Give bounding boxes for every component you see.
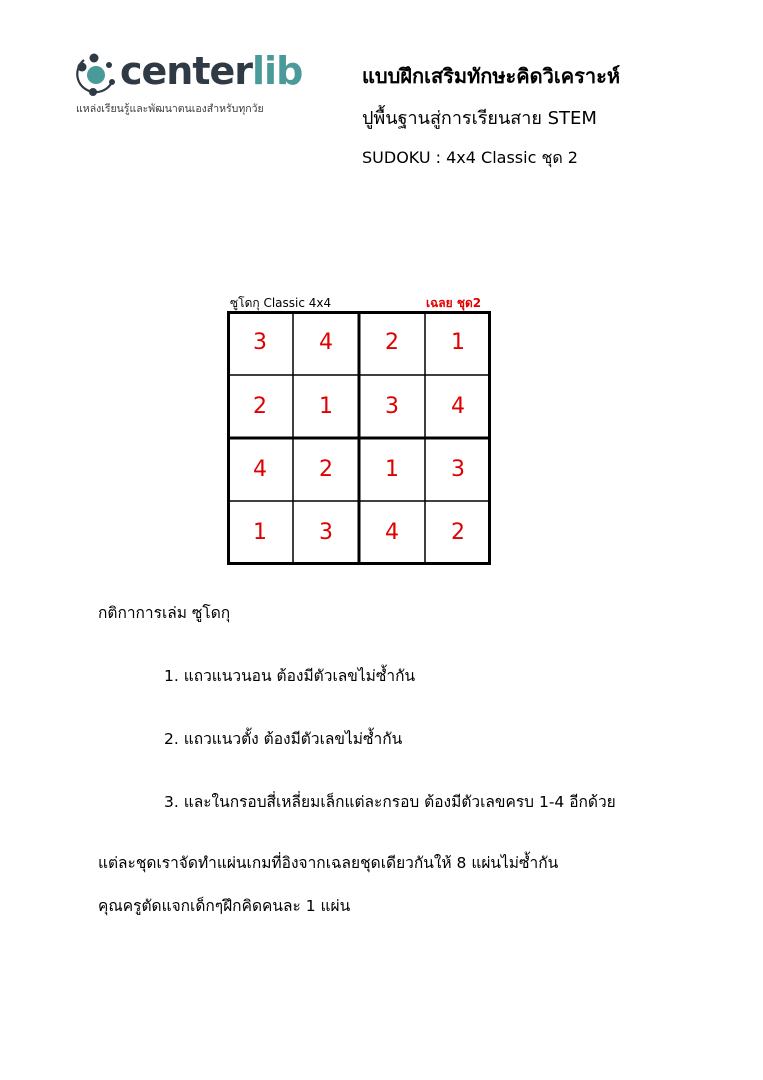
note-line: คุณครูตัดแจกเด็กๆฝึกคิดคนละ 1 แผ่น bbox=[98, 897, 351, 915]
sudoku-cell-r4-c2: 3 bbox=[319, 520, 333, 545]
worksheet-set-label: SUDOKU : 4x4 Classic ชุด 2 bbox=[362, 148, 578, 167]
rule-item: 3. และในกรอบสี่เหลี่ยมเล็กแต่ละกรอบ ต้องมีตัวเลขครบ 1-4 อีกด้วย bbox=[164, 793, 616, 811]
answer-label: เฉลย ชุด2 bbox=[426, 296, 482, 310]
sudoku-cell-r4-c4: 2 bbox=[451, 520, 465, 545]
sudoku-cell-r1-c4: 1 bbox=[451, 330, 465, 355]
sudoku-cell-r4-c1: 1 bbox=[253, 520, 267, 545]
sudoku-cell-r2-c4: 4 bbox=[451, 394, 465, 419]
logo-wordmark bbox=[120, 46, 302, 96]
centerlib-logo bbox=[74, 49, 303, 120]
sudoku-board bbox=[227, 311, 491, 565]
sudoku-cell-r3-c2: 2 bbox=[319, 457, 333, 482]
sudoku-cell-r2-c1: 2 bbox=[253, 394, 267, 419]
note-line: แต่ละชุดเราจัดทำแผ่นเกมที่อิงจากเฉลยชุดเดียวกันให้ 8 แผ่นไม่ซ้ำกัน bbox=[98, 854, 559, 872]
sudoku-cell-r1-c1: 3 bbox=[253, 330, 267, 355]
worksheet-subtitle: ปูพื้นฐานสู่การเรียนสาย STEM bbox=[362, 108, 597, 129]
logo-tagline: แหล่งเรียนรู้และพัฒนาตนเองสำหรับทุกวัย bbox=[76, 103, 264, 115]
sudoku-cell-r3-c3: 1 bbox=[385, 457, 399, 482]
sudoku-cell-r3-c4: 3 bbox=[451, 457, 465, 482]
rule-item: 2. แถวแนวตั้ง ต้องมีตัวเลขไม่ซ้ำกัน bbox=[164, 730, 403, 748]
rule-item: 1. แถวแนวนอน ต้องมีตัวเลขไม่ซ้ำกัน bbox=[164, 667, 416, 685]
sudoku-cell-r4-c3: 4 bbox=[385, 520, 399, 545]
network-logo-icon bbox=[74, 52, 118, 96]
sudoku-cell-r2-c3: 3 bbox=[385, 394, 399, 419]
grid-caption: ซูโดกุ Classic 4x4 bbox=[230, 296, 332, 310]
rules-title: กติกาการเล่ม ซูโดกุ bbox=[98, 604, 231, 622]
logo-word-lib: lib bbox=[252, 49, 303, 93]
sudoku-cell-r1-c2: 4 bbox=[319, 330, 333, 355]
sudoku-cell-r2-c2: 1 bbox=[319, 394, 333, 419]
sudoku-cell-r1-c3: 2 bbox=[385, 330, 399, 355]
worksheet-title: แบบฝึกเสริมทักษะคิดวิเคราะห์ bbox=[362, 64, 621, 88]
sudoku-cell-r3-c1: 4 bbox=[253, 457, 267, 482]
logo-word-center: center bbox=[120, 49, 253, 93]
